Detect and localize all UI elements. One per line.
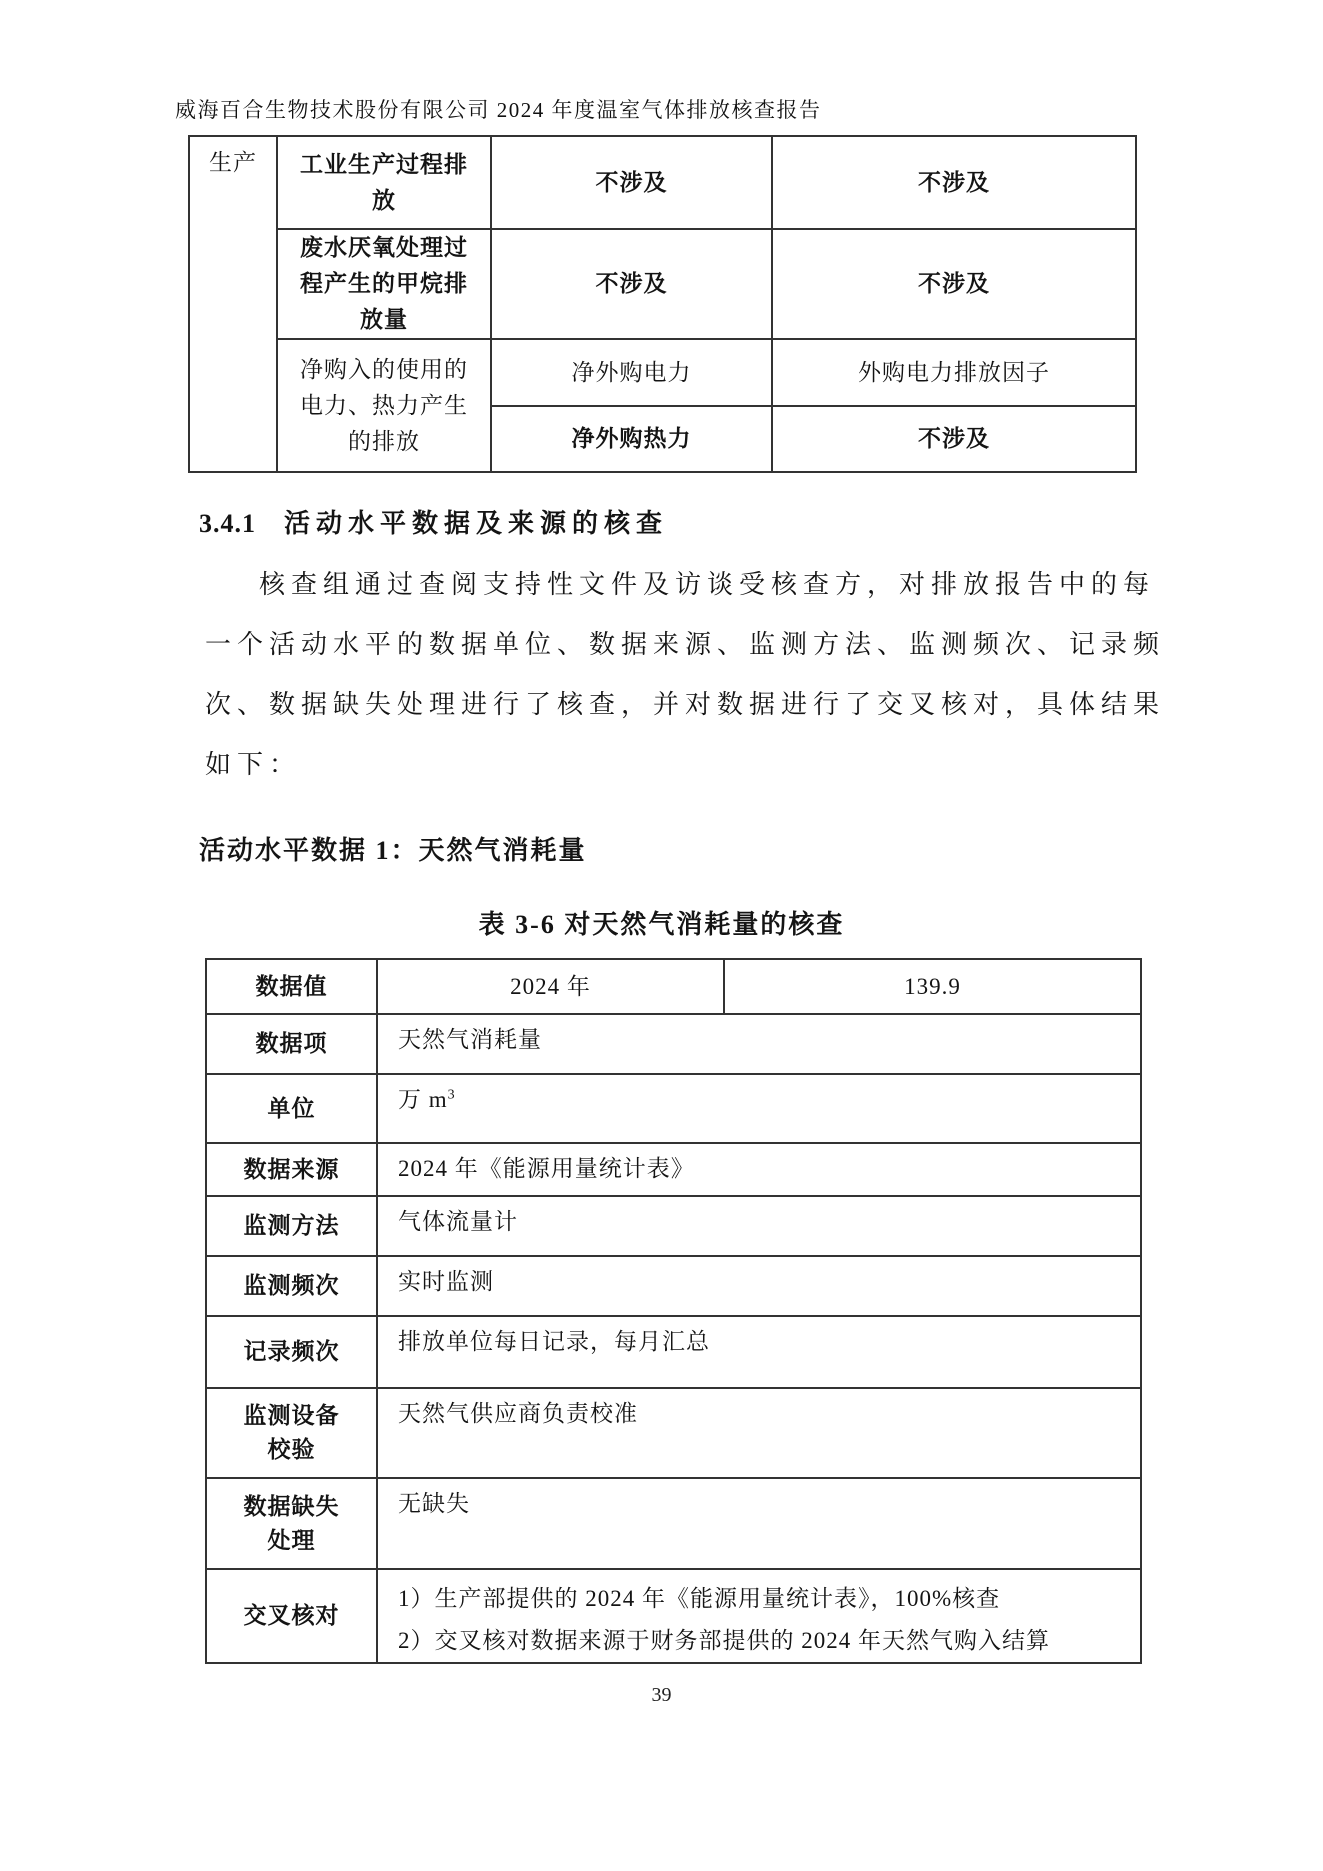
table-row xyxy=(206,1388,1141,1478)
row-content-cell: 气体流量计 xyxy=(377,1196,1141,1256)
row-value-cell: 不涉及 xyxy=(772,229,1136,339)
row-label-cell: 记录频次 xyxy=(206,1316,377,1388)
row-value-cell: 不涉及 xyxy=(772,406,1136,472)
row-value-cell: 净外购热力 xyxy=(491,406,772,472)
page-number: 39 xyxy=(651,1684,672,1706)
activity-data-subheading: 活动水平数据 1：天然气消耗量 xyxy=(199,836,587,865)
row-content-cell: 天然气消耗量 xyxy=(377,1014,1141,1074)
row-label-cell: 交叉核对 xyxy=(206,1569,377,1663)
table-row xyxy=(206,1074,1141,1143)
row-value-cell: 不涉及 xyxy=(491,229,772,339)
row-content-cell: 天然气供应商负责校准 xyxy=(377,1388,1141,1478)
table-row xyxy=(189,339,1136,406)
unit-base: 万 m xyxy=(398,1087,448,1112)
row-value-cell: 不涉及 xyxy=(491,136,772,229)
table-row xyxy=(206,1256,1141,1316)
verification-table xyxy=(205,958,1142,1664)
row-label-cell: 数据缺失处理 xyxy=(206,1478,377,1569)
section-number: 3.4.1 xyxy=(199,509,256,538)
row-group-cell: 生产 xyxy=(189,136,277,472)
row-label-cell: 净购入的使用的电力、热力产生的排放 xyxy=(277,339,491,472)
row-label-cell: 单位 xyxy=(206,1074,377,1143)
section-heading xyxy=(199,509,668,539)
table-row xyxy=(206,1316,1141,1388)
cross-check-line: 2）交叉核对数据来源于财务部提供的 2024 年天然气购入结算 xyxy=(398,1628,1050,1653)
row-content-cell: 实时监测 xyxy=(377,1256,1141,1316)
row-label-cell: 工业生产过程排放 xyxy=(277,136,491,229)
table-row xyxy=(206,1014,1141,1074)
table-row xyxy=(189,136,1136,229)
body-paragraph xyxy=(205,555,1165,795)
report-header: 威海百合生物技术股份有限公司 2024 年度温室气体排放核查报告 xyxy=(175,98,822,122)
row-value-cell: 净外购电力 xyxy=(491,339,772,406)
value-cell: 139.9 xyxy=(724,959,1141,1014)
row-content-cell: 无缺失 xyxy=(377,1478,1141,1569)
row-value-cell: 不涉及 xyxy=(772,136,1136,229)
row-label-cell: 监测设备校验 xyxy=(206,1388,377,1478)
table-row xyxy=(206,1478,1141,1569)
row-content-cell: 排放单位每日记录，每月汇总 xyxy=(377,1316,1141,1388)
table-row xyxy=(206,1143,1141,1196)
cross-check-line: 1）生产部提供的 2024 年《能源用量统计表》，100%核查 xyxy=(398,1586,1001,1611)
table-row xyxy=(206,1569,1141,1663)
unit-superscript: 3 xyxy=(447,1087,456,1103)
row-label-cell: 数据项 xyxy=(206,1014,377,1074)
row-label-cell: 废水厌氧处理过程产生的甲烷排放量 xyxy=(277,229,491,339)
table-row xyxy=(189,229,1136,339)
cross-check-cell xyxy=(377,1569,1141,1663)
row-value-cell: 外购电力排放因子 xyxy=(772,339,1136,406)
table-row xyxy=(206,959,1141,1014)
paragraph-line: 一个活动水平的数据单位、数据来源、监测方法、监测频次、记录频 xyxy=(205,630,1166,659)
carryover-table xyxy=(188,135,1137,473)
paragraph-line: 次、数据缺失处理进行了核查，并对数据进行了交叉核对，具体结果 xyxy=(205,690,1166,719)
paragraph-line: 如下： xyxy=(205,750,302,779)
row-content-cell: 2024 年《能源用量统计表》 xyxy=(377,1143,1141,1196)
row-label-cell: 数据来源 xyxy=(206,1143,377,1196)
section-title: 活动水平数据及来源的核查 xyxy=(284,509,669,538)
year-cell: 2024 年 xyxy=(377,959,724,1014)
table-caption: 表 3-6 对天然气消耗量的核查 xyxy=(478,910,845,939)
row-label-cell: 数据值 xyxy=(206,959,377,1014)
row-label-cell: 监测频次 xyxy=(206,1256,377,1316)
row-label-cell: 监测方法 xyxy=(206,1196,377,1256)
table-row xyxy=(206,1196,1141,1256)
unit-cell xyxy=(377,1074,1141,1143)
paragraph-line: 核查组通过查阅支持性文件及访谈受核查方，对排放报告中的每 xyxy=(259,570,1156,599)
